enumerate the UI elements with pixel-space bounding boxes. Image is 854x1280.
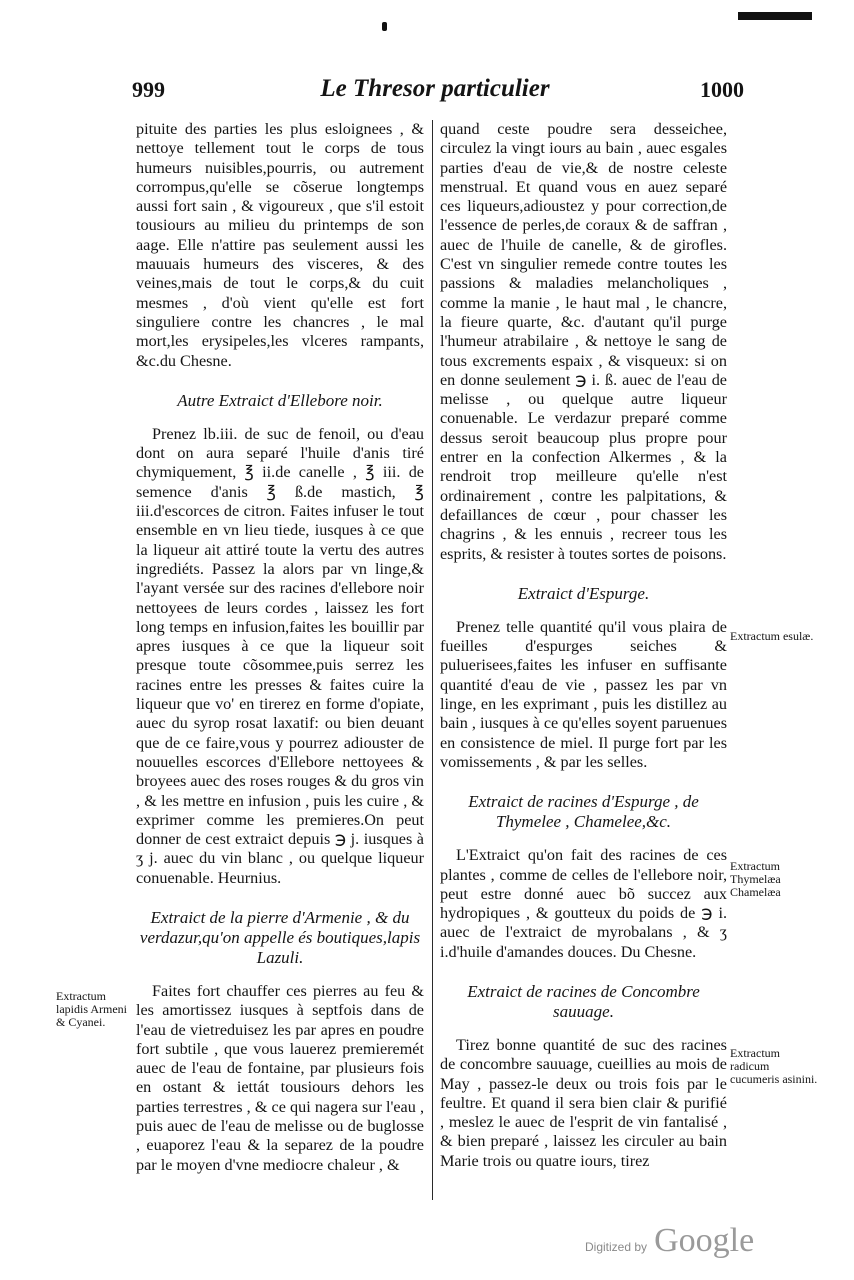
google-logo: Google <box>654 1222 755 1259</box>
left-continuation-text: pituite des parties les plus esloignees , & nettoye tellement tout le corps de tous humeurs nuisibles,pourris, ou autrement corrompus,qu'elle se cõserue longtemps aussi fort sain , & vigoureux , que s'il estoit tousiours au milieu du printemps de son aage. Elle n'attire pas seulement aussi les mauuais humeurs des visceres, & des veines,mais de tout le corps,& du cuit mesmes , d'où vient qu'elle est fort singuliere contre les chancres , le mal mort,les erysipeles,les vlceres rampants, &c.du Chesne. <box>136 120 424 370</box>
section-text-espurge: Prenez telle quantité qu'il vous plaira de fueilles d'espurges seiches & puluerisees,faites les infuser en suffisante quantité d'eau de vie , passez les par vn linge, en les exprimant , puis les distillez au bain , iusques à ce qu'elles soyent paruenues en consistence de miel. Il purge fort par les vomissements , & par les selles. <box>440 617 728 771</box>
digitized-label: Digitized by <box>585 1240 648 1254</box>
page-number-left: 999 <box>132 77 165 102</box>
section-title-racines-espurge: Extraict de racines d'Espurge , de Thymelee , Chamelee,&c. <box>468 792 699 832</box>
section-title-concombre: Extraict de racines de Concombre sauuage. <box>467 981 700 1021</box>
margin-note-esulae: Extractum esulæ. <box>730 629 814 643</box>
section-title-espurge: Extraict d'Espurge. <box>517 583 650 603</box>
section-text-concombre: Tirez bonne quantité de suc des racines de concombre sauuage, cueillies au mois de May , passez-le deux ou trois fois par le feultre. Et quand il sera bien clair & purifié , meslez le auec de l'esprit de vin fantalisé , & bien preparé , laissez les circuler au bain Marie trois ou quatre iours, tirez <box>440 1035 727 1170</box>
section-title-ellebore: Autre Extraict d'Ellebore noir. <box>177 390 383 410</box>
digitized-watermark <box>585 1222 754 1260</box>
margin-note-thymelaea: Extractum Thymelæa Chamelæa <box>730 859 781 899</box>
left-column <box>136 120 424 1175</box>
ink-mark-corner <box>738 12 812 20</box>
right-continuation-text: quand ceste poudre sera desseichee, circulez la vingt iours au bain , auec esgales parties d'eau de vie,& de nostre celeste menstrual. Et quand vous en auez separé ces liqueurs,adioustez y pour correction,de l'essence de perles,de coraux & de saffran , auec de l'huile de canelle, & de girofles. C'est vn singulier remede contre toutes les passions & maladies melancholiques , comme la manie , le haut mal , le chancre, la fieure quarte, &c. d'autant qu'il purge l'humeur atrabilaire , & nettoye le sang de tous excrements espaix , & visqueux: si on en donne seulement ℈ i. ß. auec de l'eau de melisse , ou quelque autre liqueur conuenable. Le verdazur preparé comme dessus seroit beaucoup plus propre pour entrer en la confection Alkermes , & la rendroit trop meilleure qu'elle n'est ordinairement , contre les palpitations, & defaillances de cœur , pour chasser les chagrins , & les ennuis , recreer tous les esprits, & resister à toutes sortes de poisons. <box>440 120 727 563</box>
margin-note-cucumeris: Extractum radicum cucumeris asinini. <box>730 1046 818 1086</box>
margin-note-lapidis: Extractum lapidis Armeni & Cyanei. <box>56 989 127 1029</box>
right-column <box>440 120 727 1171</box>
section-text-armenie: Faites fort chauffer ces pierres au feu & les amortissez iusques à septfois dans de l'eau de vietreduisez les par apres en poudre fort subtile , que vous lauerez premieremét auec de l'eau de fontaine, par plusieurs fois en ostant & iettát tousiours dehors les parties terrestres , & ce qui nagera sur l'eau , puis auec de l'eau de melisse ou de buglosse , euaporez l'eau & la separez de la poudre par le moyen d'vne mediocre chaleur , & <box>136 981 424 1174</box>
section-title-armenie: Extraict de la pierre d'Armenie , & du verdazur,qu'on appelle és boutiques,lapis Lazuli. <box>139 907 421 967</box>
ink-mark-top <box>382 22 387 31</box>
page-header <box>0 75 854 115</box>
section-text-racines-espurge: L'Extraict qu'on fait des racines de ces plantes , comme de celles de l'ellebore noir, peut estre donné auec bõ succez aux hydropiques , & goutteux du poids de ℈ i. auec de l'extraict de myrobalans , & ʒ i.d'huile d'amandes douces. Du Chesne. <box>440 846 727 961</box>
page-number-right: 1000 <box>700 77 744 102</box>
section-text-ellebore: Prenez lb.iii. de suc de fenoil, ou d'eau dont on aura separé l'huile d'anis tiré chymiquement, ℥ ii.de canelle , ℥ iii. de semence d'anis ℥ ß.de mastich, ℥ iii.d'escorces de citron. Faites infuser le tout ensemble en vn lieu tiede, iusques à ce que la liqueur ait attiré toute la vertu des autres ingrediéts. Passez la alors par vn linge,& l'ayant versée sur des racines d'ellebore noir nettoyees de leurs cordes , laissez les fort long temps en infusion,faites les bouillir par apres iusques à ce que la liqueur soit presque toute cõsommee,puis serrez les racines entre les presses & faites cuire la liqueur que vo' en tirerez en forme d'opiate, auec du syrop rosat laxatif: ou bien deuant que de ce faire,vous y pourrez adiouster de nouuelles escorces d'Ellebore nettoyees & broyees auec des roses rouges & du gros vin , & les mettre en infusion , puis les cuire , & exprimer comme les premieres.On peut donner de cest extraict depuis ℈ j. iusques à ʒ j. auec du vin blanc , ou quelque liqueur conuenable. Heurnius. <box>136 424 424 887</box>
running-title: Le Thresor particulier <box>320 75 550 102</box>
column-divider <box>432 120 433 1200</box>
